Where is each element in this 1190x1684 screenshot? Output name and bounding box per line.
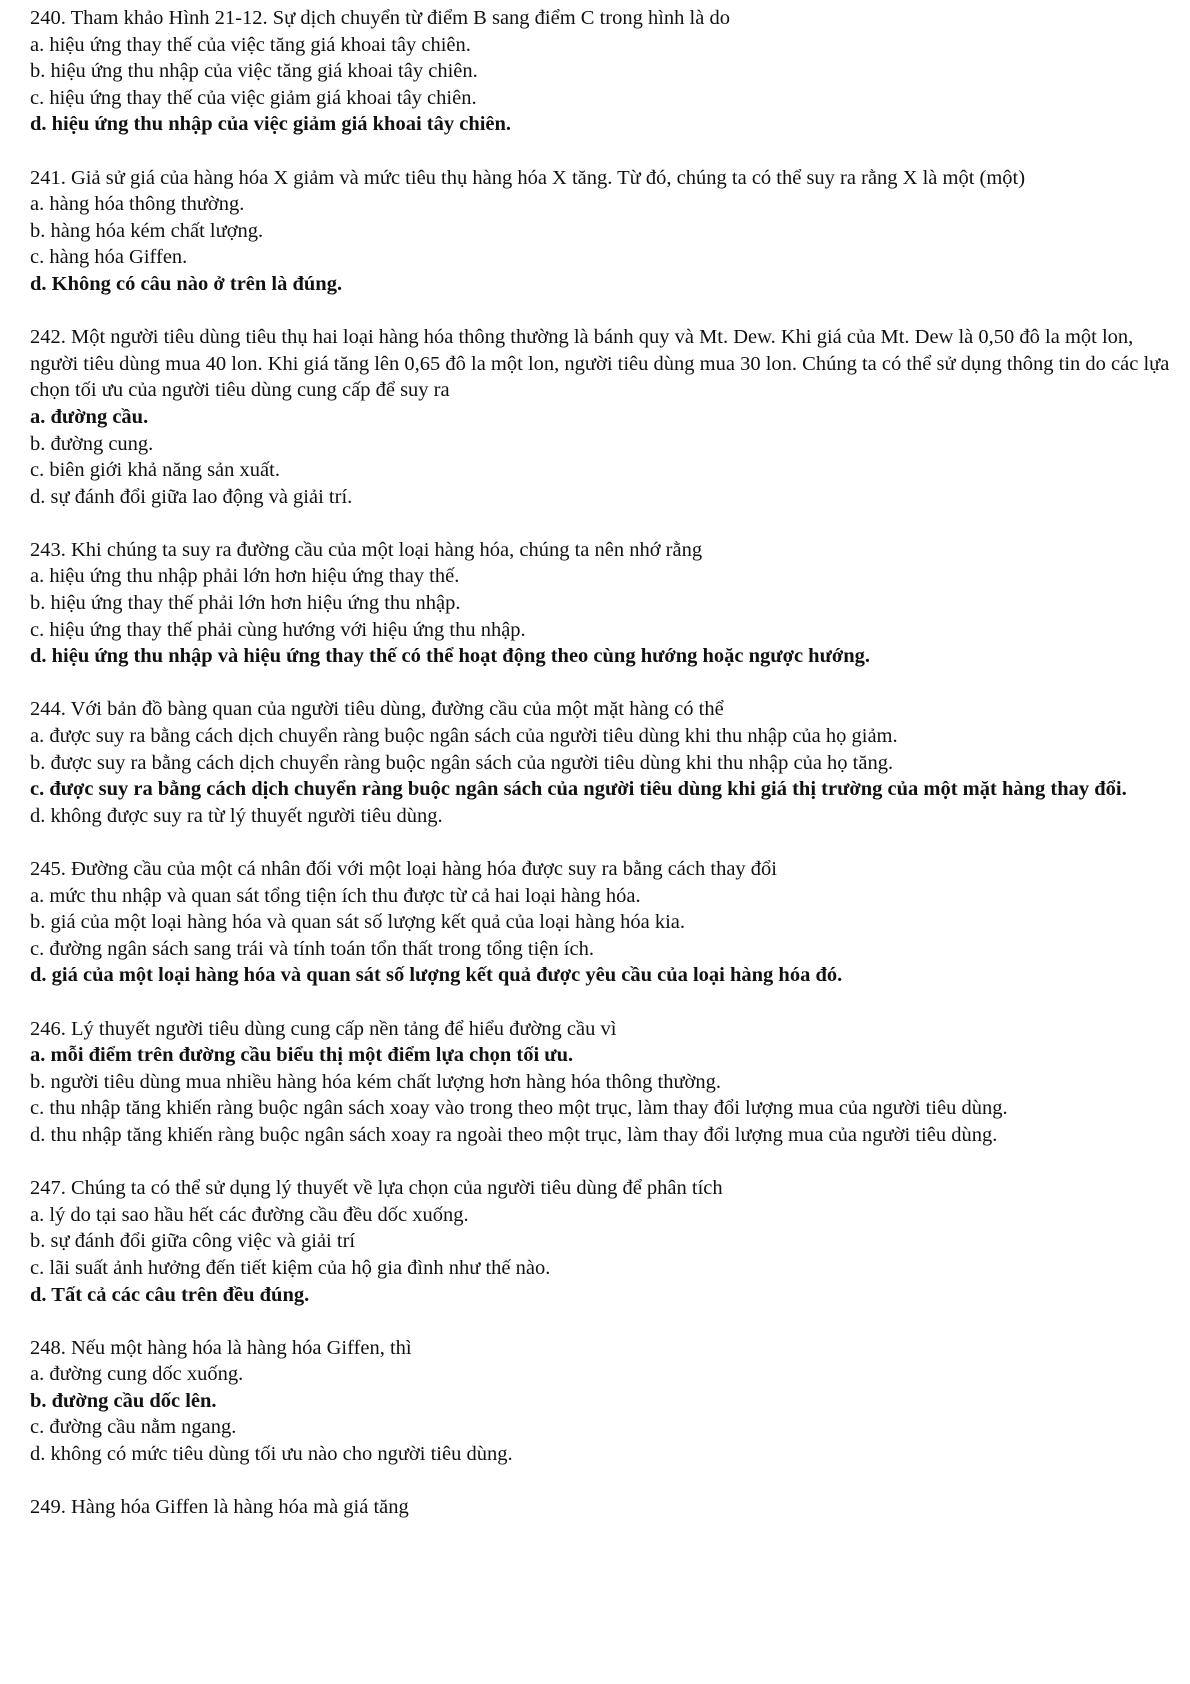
question-block (30, 5, 1175, 138)
answer-option: d. sự đánh đổi giữa lao động và giải trí. (30, 485, 353, 508)
question-stem: 245. Đường cầu của một cá nhân đối với một loại hàng hóa được suy ra bằng cách thay đổi (30, 858, 777, 880)
answer-option: a. được suy ra bằng cách dịch chuyển ràng buộc ngân sách của người tiêu dùng khi thu nhập của họ giảm. (30, 725, 898, 748)
question-block (30, 1175, 1175, 1308)
answer-option-correct: d. hiệu ứng thu nhập và hiệu ứng thay thế có thể hoạt động theo cùng hướng hoặc ngược hướng. (30, 645, 871, 668)
answer-option: b. hàng hóa kém chất lượng. (30, 219, 264, 242)
answer-option: b. hiệu ứng thay thế phải lớn hơn hiệu ứng thu nhập. (30, 592, 461, 615)
answer-option: b. được suy ra bằng cách dịch chuyển ràng buộc ngân sách của người tiêu dùng khi thu nhập của họ tăng. (30, 751, 894, 774)
answer-option-correct: d. giá của một loại hàng hóa và quan sát số lượng kết quả được yêu cầu của loại hàng hóa đó. (30, 964, 843, 987)
question-block (30, 1335, 1175, 1468)
question-stem: 244. Với bản đồ bàng quan của người tiêu dùng, đường cầu của một mặt hàng có thể (30, 698, 724, 721)
answer-option: d. không có mức tiêu dùng tối ưu nào cho người tiêu dùng. (30, 1443, 513, 1466)
answer-option: b. người tiêu dùng mua nhiều hàng hóa kém chất lượng hơn hàng hóa thông thường. (30, 1070, 722, 1093)
answer-option: c. hiệu ứng thay thế phải cùng hướng với hiệu ứng thu nhập. (30, 618, 526, 641)
answer-option: d. không được suy ra từ lý thuyết người tiêu dùng. (30, 804, 443, 827)
answer-option: b. sự đánh đổi giữa công việc và giải trí (30, 1230, 356, 1253)
answer-option-correct: d. Tất cả các câu trên đều đúng. (30, 1283, 310, 1306)
answer-option: c. lãi suất ảnh hưởng đến tiết kiệm của hộ gia đình như thế nào. (30, 1256, 551, 1279)
question-stem: 248. Nếu một hàng hóa là hàng hóa Giffen, thì (30, 1336, 412, 1359)
question-block (30, 537, 1175, 670)
document-page (30, 5, 1175, 1547)
answer-option: a. hiệu ứng thu nhập phải lớn hơn hiệu ứng thay thế. (30, 565, 460, 588)
question-block (30, 1016, 1175, 1149)
answer-option: b. giá của một loại hàng hóa và quan sát số lượng kết quả của loại hàng hóa kia. (30, 911, 685, 934)
answer-option-correct: b. đường cầu dốc lên. (30, 1389, 217, 1412)
question-block (30, 696, 1175, 829)
answer-option-correct: c. được suy ra bằng cách dịch chuyển ràng buộc ngân sách của người tiêu dùng khi giá thị trường của một mặt hàng thay đổi. (30, 778, 1127, 801)
answer-option: c. đường ngân sách sang trái và tính toán tổn thất trong tổng tiện ích. (30, 937, 594, 960)
question-stem: 240. Tham khảo Hình 21-12. Sự dịch chuyển từ điểm B sang điểm C trong hình là do (30, 7, 730, 29)
question-stem: 241. Giả sử giá của hàng hóa X giảm và mức tiêu thụ hàng hóa X tăng. Từ đó, chúng ta có thể suy ra rằng X là một (một) (30, 166, 1026, 189)
answer-option: c. biên giới khả năng sản xuất. (30, 459, 280, 482)
question-block (30, 165, 1175, 298)
answer-option: b. hiệu ứng thu nhập của việc tăng giá khoai tây chiên. (30, 60, 478, 83)
answer-option: a. hiệu ứng thay thế của việc tăng giá khoai tây chiên. (30, 33, 471, 56)
answer-option: b. đường cung. (30, 432, 154, 455)
question-stem: 242. Một người tiêu dùng tiêu thụ hai loại hàng hóa thông thường là bánh quy và Mt. Dew. Khi giá của Mt. Dew là 0,50 đô la một lon, người tiêu dùng mua 40 lon. Khi giá tăng lên 0,65 đô la một lon, người tiêu dùng mua 30 lon. Chúng ta có thể sử dụng thông tin do các lựa chọn tối ưu của người tiêu dùng cung cấp để suy ra (30, 326, 1170, 402)
answer-option-correct: a. đường cầu. (30, 405, 149, 428)
answer-option: a. đường cung dốc xuống. (30, 1363, 244, 1386)
answer-option-correct: d. Không có câu nào ở trên là đúng. (30, 272, 343, 295)
answer-option: c. hàng hóa Giffen. (30, 246, 188, 269)
answer-option-correct: d. hiệu ứng thu nhập của việc giảm giá khoai tây chiên. (30, 113, 512, 136)
question-stem: 243. Khi chúng ta suy ra đường cầu của một loại hàng hóa, chúng ta nên nhớ rằng (30, 538, 703, 561)
answer-option: a. hàng hóa thông thường. (30, 193, 245, 216)
answer-option: a. mức thu nhập và quan sát tổng tiện ích thu được từ cả hai loại hàng hóa. (30, 884, 641, 907)
question-block (30, 856, 1175, 989)
answer-option: d. thu nhập tăng khiến ràng buộc ngân sách xoay ra ngoài theo một trục, làm thay đổi lượng mua của người tiêu dùng. (30, 1123, 998, 1146)
question-block (30, 1494, 1175, 1521)
answer-option: a. lý do tại sao hầu hết các đường cầu đều dốc xuống. (30, 1203, 469, 1226)
answer-option: c. thu nhập tăng khiến ràng buộc ngân sách xoay vào trong theo một trục, làm thay đổi lượng mua của người tiêu dùng. (30, 1097, 1008, 1120)
answer-option: c. đường cầu nằm ngang. (30, 1416, 237, 1439)
answer-option: c. hiệu ứng thay thế của việc giảm giá khoai tây chiên. (30, 86, 477, 109)
question-stem: 246. Lý thuyết người tiêu dùng cung cấp nền tảng để hiểu đường cầu vì (30, 1017, 617, 1040)
question-stem: 247. Chúng ta có thể sử dụng lý thuyết về lựa chọn của người tiêu dùng để phân tích (30, 1177, 723, 1200)
question-block (30, 324, 1175, 510)
question-stem: 249. Hàng hóa Giffen là hàng hóa mà giá tăng (30, 1496, 409, 1519)
answer-option-correct: a. mỗi điểm trên đường cầu biểu thị một điểm lựa chọn tối ưu. (30, 1044, 574, 1067)
